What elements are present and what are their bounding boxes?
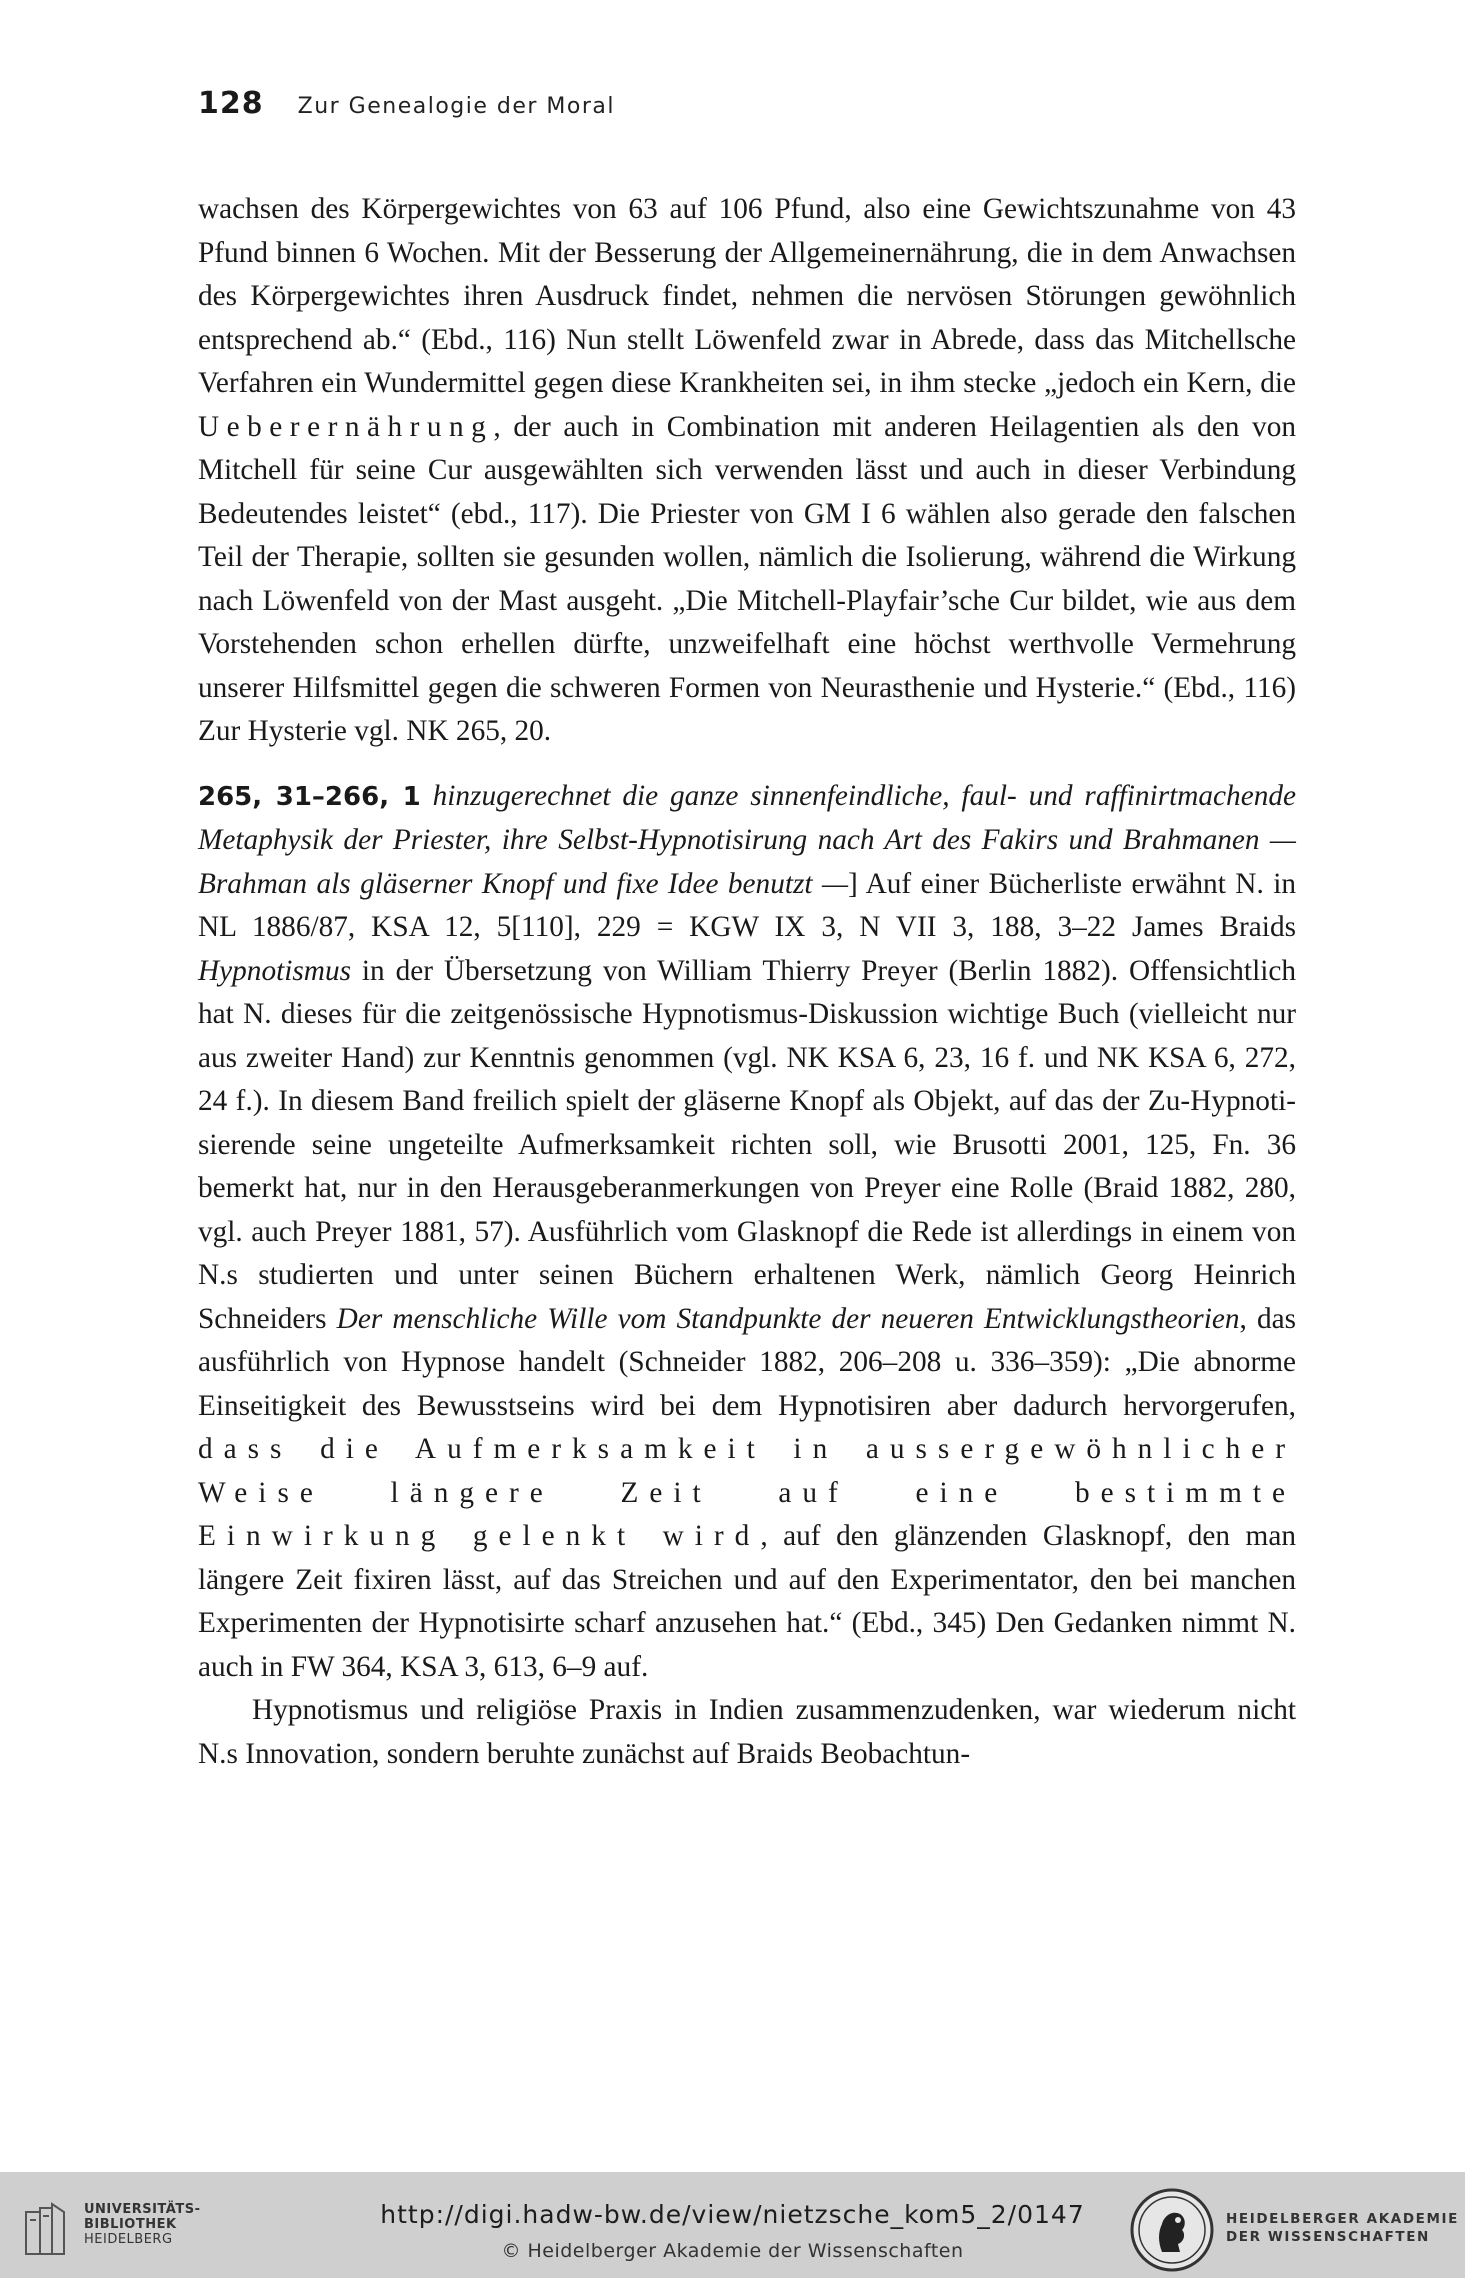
paragraph-3: Hypnotismus und religiöse Praxis in Indien zusammenzudenken, war wiederum nicht N.s Innovation, sondern beruhte zunächst auf Braids Beobachtun- [198,1694,1296,1770]
page-number: 128 [198,86,264,121]
running-head [198,86,615,126]
lemma-quote: hinzugerechnet die ganze sinnenfeindliche, faul- und raffinirtmachende Metaphysik der Priester, ihre Selbst-Hypnotisirung nach Art des Fakirs und Brahmanen — Brahman als gläserner Knopf und fixe Idee benutzt — [198,779,1296,900]
copyright-notice: © Heidelberger Akademie der Wissenschaften [501,2240,964,2262]
book-title-schneider: Der menschliche Wille vom Standpunkte der neueren Entwicklungstheorien [336,1302,1240,1335]
paragraph-2-part-1: ] Auf einer Bücherliste erwähnt N. in NL 1886/87, KSA 12, 5[110], 229 = KGW IX 3, N VII 3, 188, 3–22 James Braids [198,867,1296,943]
running-title: Zur Genealogie der Moral [297,94,616,119]
academy-name-line: DER WISSENSCHAFTEN [1226,2229,1430,2245]
paragraph-2-part-2: in der Übersetzung von William Thierry Preyer (Berlin 1882). Offensichtlich hat N. dieses für die zeitgenössische Hypnotismus-Diskussion wichtige Buch (vielleicht nur aus zweiter Hand) zur Kenntnis genommen (vgl. NK KSA 6, 23, 16 f. und NK KSA 6, 272, 24 f.). In diesem Band freilich spielt der gläserne Knopf als Objekt, auf das der Zu-Hypnotisierende seine ungeteilte Aufmerksamkeit richten soll, wie Brusotti 2001, 125, Fn. 36 bemerkt hat, nur in den Herausgeberanmerkungen von Preyer eine Rolle (Braid 1882, 280, vgl. auch Preyer 1881, 57). Ausführlich vom Glasknopf die Rede ist allerdings in einem von N.s studierten und unter seinen Büchern erhaltenen Werk, nämlich Georg Heinrich Schneiders [198,954,1296,1335]
lemma-reference: 265, 31–266, 1 [198,781,421,812]
academy-name [1226,2210,1459,2246]
paragraph-2-part-4: , auf den glänzenden Glasknopf, den man längere Zeit fixiren lässt, auf das Streichen und auf den Experimentator, den bei manchen Experimenten der Hypnotisirte scharf anzusehen hat.“ (Ebd., 345) Den Gedanken nimmt N. auch in FW 364, KSA 3, 613, 6–9 auf. [198,1520,1296,1683]
academy-name-line: HEIDELBERGER AKADEMIE [1226,2211,1459,2227]
paragraph-2-part-3: , das ausführlich von Hypnose handelt (Schneider 1882, 206–208 u. 336–359): „Die abnorme Einseitigkeit des Bewusstseins wird bei dem Hypnotisiren aber dadurch hervorgerufen, [198,1302,1296,1422]
library-name-line: BIBLIOTHEK [84,2217,177,2232]
academy-seal-icon [1128,2186,1216,2274]
book-title-hypnotismus: Hypnotismus [198,954,351,987]
paragraph-1 [198,188,1296,754]
paragraph-1-part-1: wachsen des Körpergewichtes von 63 auf 106 Pfund, also eine Gewichtszunahme von 43 Pfund binnen 6 Wochen. Mit der Besserung der Allgemeinernährung, die in dem Anwachsen des Körpergewichtes ihren Ausdruck findet, nehmen die nervösen Störungen gewöhnlich entsprechend ab.“ (Ebd., 116) Nun stellt Löwenfeld zwar in Abrede, dass das Mitchellsche Verfahren ein Wundermittel gegen diese Krankheiten sei, in ihm stecke „jedoch ein Kern, die [198,193,1296,399]
spaced-quote: dass die Aufmerksamkeit in aussergewöhnlicher Weise längere Zeit auf eine bestimmte Einwirkung gelenkt wird [198,1433,1296,1552]
library-name-line: HEIDELBERG [84,2232,173,2247]
paragraph-1-part-2: , der auch in Combination mit anderen Heilagentien als den von Mitchell für seine Cur ausgewählten sich verwenden lässt und auch in dieser Verbindung Bedeutendes leistet“ (ebd., 117). Die Priester von GM I 6 wählen also gerade den falschen Teil der Therapie, sollten sie gesunden wollen, nämlich die Isolierung, während die Wirkung nach Löwenfeld von der Mast ausgeht. „Die Mitchell-Playfair’sche Cur bildet, wie aus dem Vorstehenden schon erhellen dürfte, unzweifelhaft eine höchst werthvolle Vermehrung unserer Hilfsmittel gegen die schweren Formen von Neurasthenie und Hysterie.“ (Ebd., 116) Zur Hysterie vgl. NK 265, 20. [198,410,1296,747]
library-name-line: UNIVERSITÄTS- [84,2202,201,2217]
paragraph-2 [198,775,1296,1690]
commentary-text [198,188,1296,1776]
permalink-url[interactable]: http://digi.hadw-bw.de/view/nietzsche_kom5_2/0147 [380,2200,1085,2229]
footer-bar [0,2172,1465,2278]
spaced-emphasis: Ueberernährung [198,410,494,443]
